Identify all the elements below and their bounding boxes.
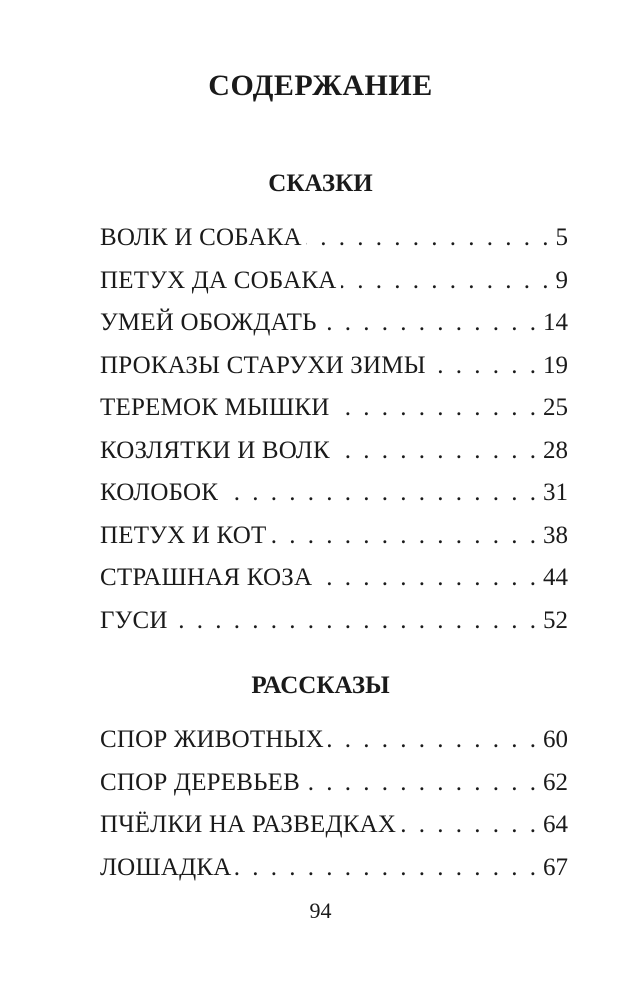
toc-page-number: 25 xyxy=(543,394,568,421)
page-title: СОДЕРЖАНИЕ xyxy=(208,69,433,102)
dot-leader xyxy=(400,804,539,847)
toc-entry xyxy=(100,217,568,260)
dot-leader xyxy=(334,387,539,430)
dot-leader xyxy=(341,260,552,303)
toc-entry xyxy=(100,847,568,890)
dot-leader xyxy=(306,217,552,260)
toc-entry xyxy=(100,430,568,473)
dot-leader xyxy=(235,847,539,890)
toc-list-skazki xyxy=(100,217,568,642)
toc-entry-title: ПЕТУХ И КОТ xyxy=(100,521,267,549)
toc-page-number: 28 xyxy=(543,436,568,464)
toc-entry-title: СТРАШНАЯ КОЗА xyxy=(100,564,313,591)
toc-entry-title: ЛОШАДКА xyxy=(100,853,232,881)
section-title-rasskazy: РАССКАЗЫ xyxy=(251,672,390,699)
toc-entry-title: ПЧЁЛКИ НА РАЗВЕДКАХ xyxy=(100,811,397,838)
dot-leader xyxy=(328,719,539,762)
toc-entry xyxy=(100,600,568,643)
dot-leader xyxy=(321,302,539,345)
toc-entry-title: ТЕРЕМОК МЫШКИ xyxy=(100,394,330,421)
toc-page-number: 60 xyxy=(543,726,568,753)
toc-page-number: 67 xyxy=(543,853,568,881)
dot-leader xyxy=(172,600,539,643)
toc-page-number: 38 xyxy=(543,521,568,549)
toc-page-number: 14 xyxy=(543,309,568,336)
toc-entry-title: ПРОКАЗЫ СТАРУХИ ЗИМЫ xyxy=(100,351,426,379)
dot-leader xyxy=(430,345,539,388)
page-number: 94 xyxy=(309,898,332,923)
toc-page-number: 19 xyxy=(543,351,568,379)
toc-entry-title: СПОР ДЕРЕВЬЕВ xyxy=(100,768,301,796)
dot-leader xyxy=(316,557,539,600)
toc-list-rasskazy xyxy=(100,719,568,889)
dot-leader xyxy=(222,472,539,515)
toc-entry xyxy=(100,762,568,805)
toc-page-number: 5 xyxy=(555,224,568,251)
toc-entry xyxy=(100,515,568,558)
toc-entry-title: ГУСИ xyxy=(100,606,168,634)
toc-entry-title: СПОР ЖИВОТНЫХ xyxy=(100,726,324,753)
toc-entry xyxy=(100,719,568,762)
toc-entry-title: КОЛОБОК xyxy=(100,479,219,506)
toc-page-number: 52 xyxy=(543,606,568,634)
toc-page-number: 62 xyxy=(543,768,568,796)
toc-entry xyxy=(100,260,568,303)
toc-entry xyxy=(100,804,568,847)
toc-entry xyxy=(100,302,568,345)
toc-page-number: 9 xyxy=(555,266,568,294)
toc-entry xyxy=(100,345,568,388)
toc-entry xyxy=(100,472,568,515)
toc-entry-title: ПЕТУХ ДА СОБАКА xyxy=(100,266,337,294)
toc-page-number: 31 xyxy=(543,479,568,506)
toc-entry xyxy=(100,387,568,430)
toc-entry-title: УМЕЙ ОБОЖДАТЬ xyxy=(100,309,317,336)
dot-leader xyxy=(270,515,539,558)
toc-entry xyxy=(100,557,568,600)
toc-entry-title: ВОЛК И СОБАКА xyxy=(100,224,302,251)
dot-leader xyxy=(334,430,539,473)
toc-page-number: 64 xyxy=(543,811,568,838)
toc-entry-title: КОЗЛЯТКИ И ВОЛК xyxy=(100,436,330,464)
dot-leader xyxy=(304,762,539,805)
section-title-skazki: СКАЗКИ xyxy=(268,170,373,197)
toc-page-number: 44 xyxy=(543,564,568,591)
